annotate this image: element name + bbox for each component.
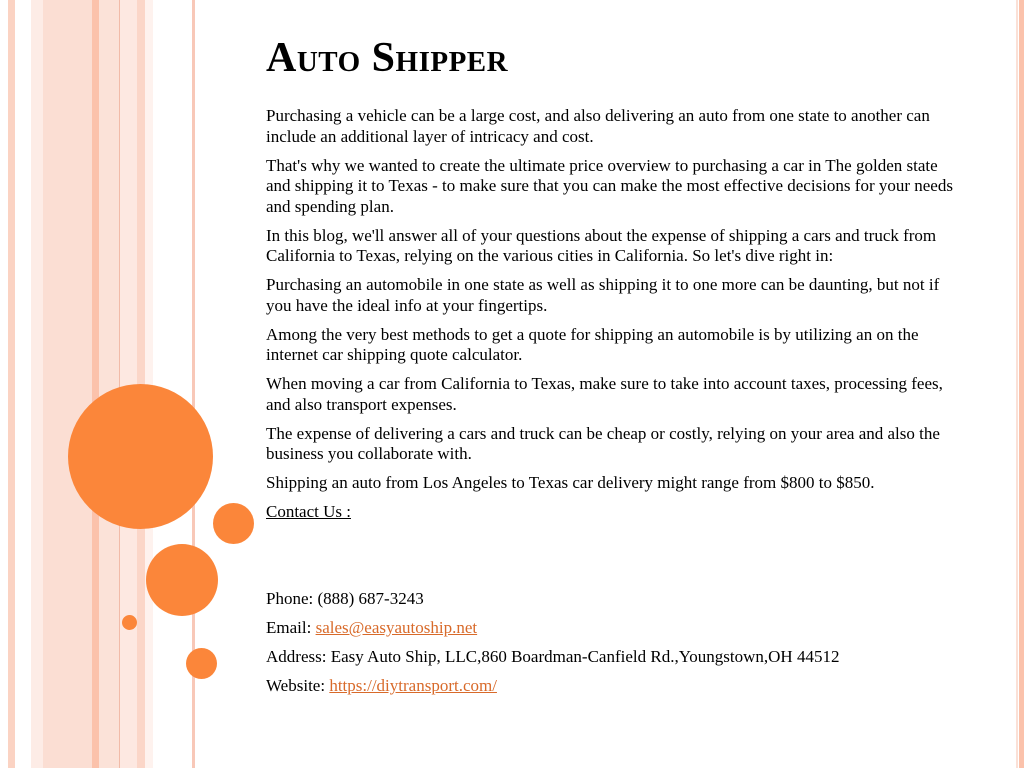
paragraph: The expense of delivering a cars and truck can be cheap or costly, relying on your area and also the business you collaborate with. <box>266 423 940 463</box>
slide-content <box>266 32 956 705</box>
paragraph: Among the very best methods to get a quote for shipping an automobile is by utilizing an on the internet car shipping quote calculator. <box>266 324 919 364</box>
circle-small <box>213 503 254 544</box>
circle-tiny <box>122 615 137 630</box>
stripe <box>1016 0 1018 768</box>
website-link[interactable]: https://diytransport.com/ <box>329 676 497 695</box>
email-label: Email: <box>266 618 316 637</box>
contact-heading: Contact Us : <box>266 502 351 521</box>
contact-address <box>266 647 956 668</box>
stripe <box>99 0 119 768</box>
address-value: Easy Auto Ship, LLC,860 Boardman-Canfield Rd.,Youngstown,OH 44512 <box>330 647 840 666</box>
circle-large <box>68 384 213 529</box>
paragraph: That's why we wanted to create the ultimate price overview to purchasing a car in The golden state and shipping it to Texas - to make sure that you can make the most effective decisions for your needs and spending plan. <box>266 155 953 216</box>
paragraph: Purchasing a vehicle can be a large cost, and also delivering an auto from one state to another can include an additional layer of intricacy and cost. <box>266 106 930 146</box>
stripe <box>92 0 99 768</box>
phone-value: (888) 687-3243 <box>317 589 424 608</box>
address-label: Address: <box>266 647 331 666</box>
contact-website <box>266 676 956 697</box>
paragraph: Shipping an auto from Los Angeles to Texas car delivery might range from $800 to $850. <box>266 473 875 492</box>
stripe <box>1019 0 1024 768</box>
spacer <box>266 531 956 589</box>
phone-label: Phone: <box>266 589 318 608</box>
circle-small-bottom <box>186 648 217 679</box>
stripe <box>31 0 43 768</box>
stripe <box>8 0 15 768</box>
contact-email <box>266 618 956 639</box>
circle-medium <box>146 544 218 616</box>
stripe <box>43 0 92 768</box>
website-label: Website: <box>266 676 330 695</box>
slide-title: Auto Shipper <box>266 35 509 81</box>
email-link[interactable]: sales@easyautoship.net <box>315 618 478 637</box>
contact-phone <box>266 589 956 610</box>
paragraph: Purchasing an automobile in one state as well as shipping it to one more can be daunting, but not if you have the ideal info at your fingertips. <box>266 275 940 315</box>
paragraph: When moving a car from California to Texas, make sure to take into account taxes, processing fees, and also transport expenses. <box>266 374 943 414</box>
paragraph: In this blog, we'll answer all of your questions about the expense of shipping a cars and truck from California to Texas, relying on the various cities in California. So let's dive right in: <box>266 225 937 265</box>
